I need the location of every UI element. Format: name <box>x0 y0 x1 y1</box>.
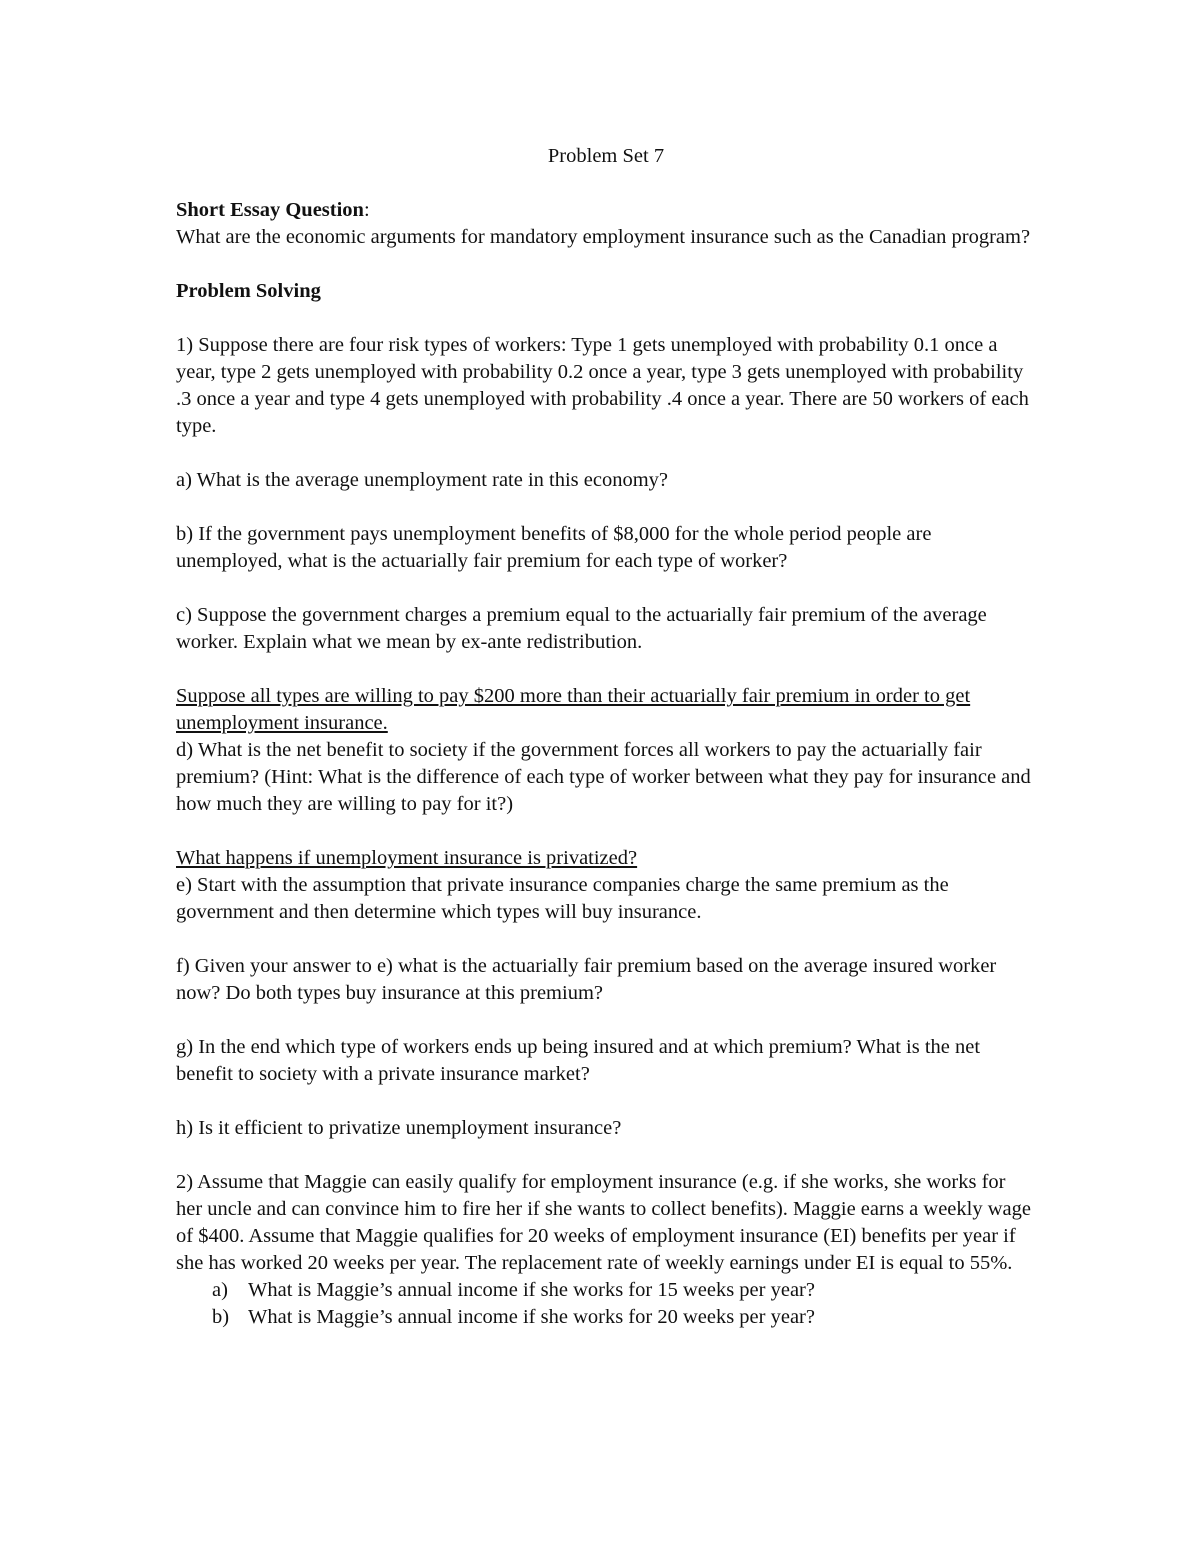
problem-solving-heading: Problem Solving <box>176 280 321 302</box>
question-1b: b) If the government pays unemployment benefits of $8,000 for the whole period people are unemployed, what is the actuarially fair premium for each type of worker? <box>176 523 932 572</box>
essay-question: What are the economic arguments for mandatory employment insurance such as the Canadian program? <box>176 226 1031 248</box>
document-page <box>176 143 1036 1331</box>
question-1f: f) Given your answer to e) what is the actuarially fair premium based on the average insured worker now? Do both types buy insurance at this premium? <box>176 955 997 1004</box>
question-1a: a) What is the average unemployment rate in this economy? <box>176 469 669 491</box>
essay-heading: Short Essay Question: <box>176 199 370 221</box>
assumption-note: Suppose all types are willing to pay $200 more than their actuarially fair premium in order to get unemployment insurance. <box>176 685 971 734</box>
question-1e: e) Start with the assumption that private insurance companies charge the same premium as the government and then determine which types will buy insurance. <box>176 874 949 923</box>
question-2a: a) What is Maggie’s annual income if she works for 15 weeks per year? <box>212 1279 815 1301</box>
privatized-heading: What happens if unemployment insurance is privatized? <box>176 847 638 869</box>
question-1h: h) Is it efficient to privatize unemployment insurance? <box>176 1117 622 1139</box>
question-1c: c) Suppose the government charges a premium equal to the actuarially fair premium of the average worker. Explain what we mean by ex-ante redistribution. <box>176 604 987 653</box>
question-2b: b) What is Maggie’s annual income if she works for 20 weeks per year? <box>212 1306 815 1328</box>
question-2-intro: 2) Assume that Maggie can easily qualify for employment insurance (e.g. if she works, she works for her uncle and can convince him to fire her if she wants to collect benefits). Maggie earns a weekly wage of $400. Assume that Maggie qualifies for 20 weeks of employment insurance (EI) benefits per year if she has worked 20 weeks per year. The replacement rate of weekly earnings under EI is equal to 55%. <box>176 1171 1031 1274</box>
page-title: Problem Set 7 <box>547 145 665 167</box>
question-1-intro: 1) Suppose there are four risk types of workers: Type 1 gets unemployed with probability 0.1 once a year, type 2 gets unemployed with probability 0.2 once a year, type 3 gets unemployed with probability .3 once a year and type 4 gets unemployed with probability .4 once a year. There are 50 workers of each type. <box>176 334 1029 437</box>
question-1g: g) In the end which type of workers ends up being insured and at which premium? What is the net benefit to society with a private insurance market? <box>176 1036 981 1085</box>
question-1d: d) What is the net benefit to society if the government forces all workers to pay the actuarially fair premium? (Hint: What is the difference of each type of worker between what they pay for insurance and how much they are willing to pay for it?) <box>176 739 1031 815</box>
